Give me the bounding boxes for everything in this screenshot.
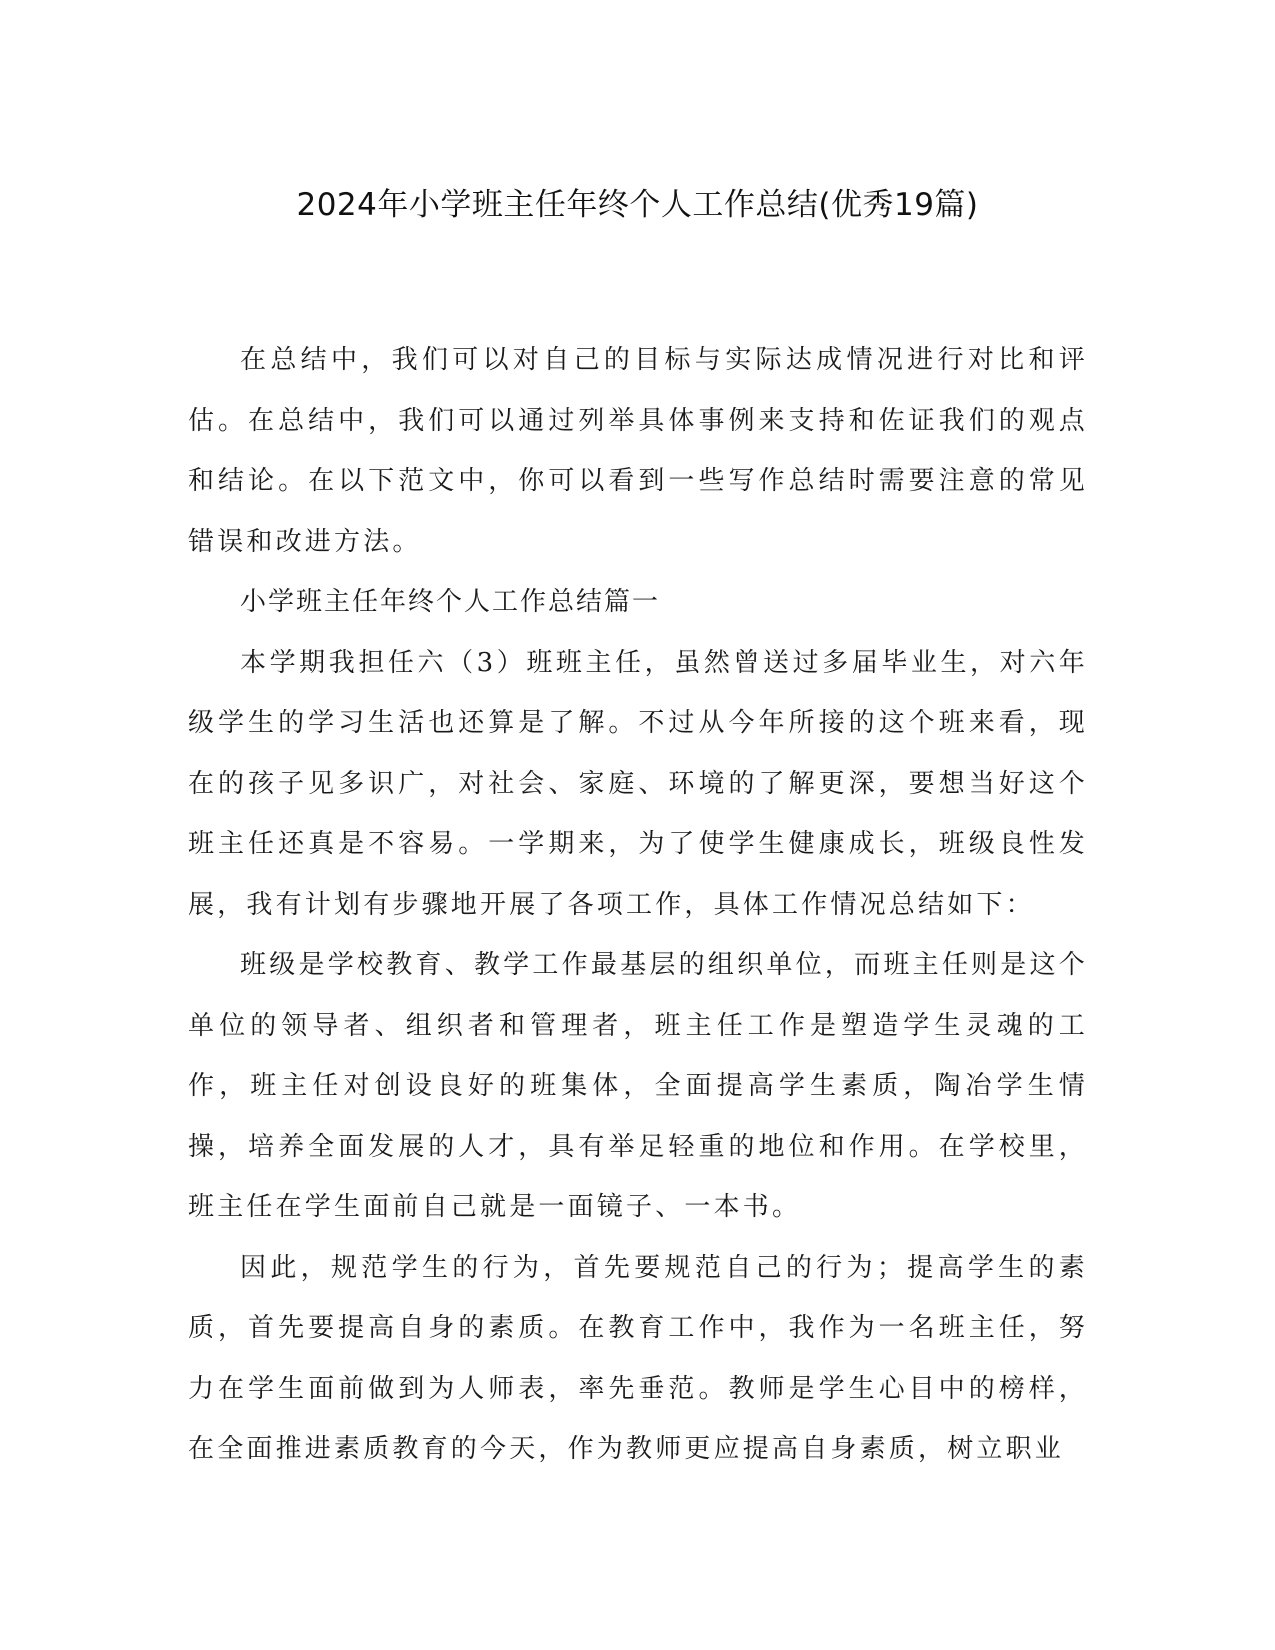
section-heading: 小学班主任年终个人工作总结篇一 — [240, 587, 661, 617]
body-paragraph: 班级是学校教育、教学工作最基层的组织单位，而班主任则是这个单位的领导者、组织者和管理者，班主任工作是塑造学生灵魂的工作，班主任对创设良好的班集体，全面提高学生素质，陶冶学生情操，培养全面发展的人才，具有举足轻重的地位和作用。在学校里，班主任在学生面前自己就是一面镜子、一本书。 — [188, 950, 1088, 1222]
body-paragraph: 因此，规范学生的行为，首先要规范自己的行为；提高学生的素质，首先要提高自身的素质。在教育工作中，我作为一名班主任，努力在学生面前做到为人师表，率先垂范。教师是学生心目中的榜样，在全面推进素质教育的今天，作为教师更应提高自身素质，树立职业 — [188, 1252, 1088, 1464]
document-body — [188, 330, 1088, 1480]
document-title: 2024年小学班主任年终个人工作总结(优秀19篇) — [296, 187, 979, 223]
body-paragraph: 本学期我担任六（3）班班主任，虽然曾送过多届毕业生，对六年级学生的学习生活也还算是了解。不过从今年所接的这个班来看，现在的孩子见多识广，对社会、家庭、环境的了解更深，要想当好这个班主任还真是不容易。一学期来，为了使学生健康成长，班级良性发展，我有计划有步骤地开展了各项工作，具体工作情况总结如下： — [188, 647, 1088, 920]
intro-paragraph: 在总结中，我们可以对自己的目标与实际达成情况进行对比和评估。在总结中，我们可以通过列举具体事例来支持和佐证我们的观点和结论。在以下范文中，你可以看到一些写作总结时需要注意的常见错误和改进方法。 — [188, 345, 1088, 557]
